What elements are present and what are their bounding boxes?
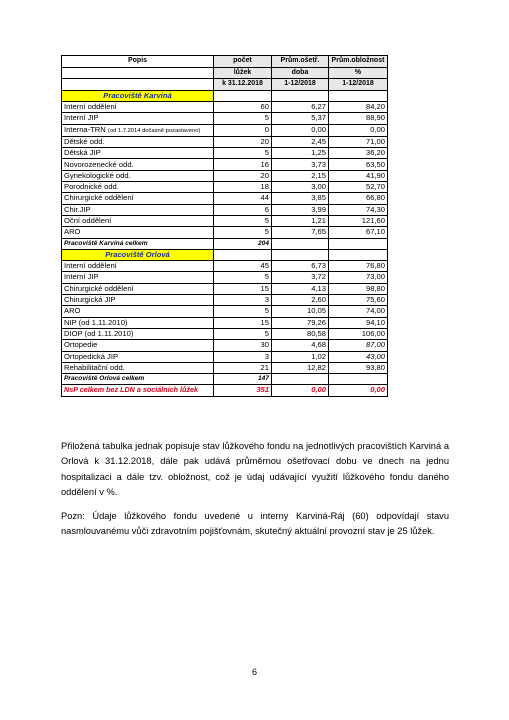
beds-value: 30 — [214, 340, 272, 351]
beds-value: 5 — [214, 113, 272, 124]
header-popis: Popis — [62, 56, 214, 68]
stay-value: 2,45 — [272, 136, 329, 147]
total-occupancy: 0,00 — [329, 385, 388, 396]
stay-value: 0,00 — [272, 124, 329, 136]
dept-name: Interní oddělení — [62, 102, 214, 113]
occupancy-value: 106,00 — [329, 328, 388, 339]
header-occupancy: Prům.obložnost — [329, 56, 388, 68]
dept-name: NIP (od 1.11.2010) — [62, 317, 214, 328]
stay-value: 80,58 — [272, 328, 329, 339]
table-row — [62, 272, 388, 283]
beds-value: 60 — [214, 102, 272, 113]
total-label: NsP celkem bez LDN a sociálních lůžek — [62, 385, 214, 396]
header-stay: 1-12/2018 — [272, 79, 329, 91]
dept-name: Chirurgická JIP — [62, 295, 214, 306]
header-beds: počet — [214, 56, 272, 68]
beds-value: 5 — [214, 215, 272, 226]
stay-value: 7,65 — [272, 227, 329, 238]
dept-name: Dětská JIP — [62, 148, 214, 159]
header-beds: lůžek — [214, 67, 272, 79]
subtotal-row-karvina — [62, 238, 388, 249]
page-number: 6 — [251, 667, 257, 677]
dept-name: Oční oddělení — [62, 215, 214, 226]
stay-value: 79,26 — [272, 317, 329, 328]
stay-value: 2,15 — [272, 170, 329, 181]
beds-value: 3 — [214, 295, 272, 306]
stay-value: 3,73 — [272, 159, 329, 170]
table-row — [62, 102, 388, 113]
table-row — [62, 227, 388, 238]
table-row — [62, 182, 388, 193]
occupancy-value: 121,60 — [329, 215, 388, 226]
section-header-orlova — [62, 249, 388, 260]
table-row — [62, 340, 388, 351]
header-blank — [62, 67, 214, 79]
stay-value: 3,00 — [272, 182, 329, 193]
occupancy-value: 74,30 — [329, 204, 388, 215]
table-header-row — [62, 79, 388, 91]
header-occupancy: 1-12/2018 — [329, 79, 388, 91]
occupancy-value: 67,10 — [329, 227, 388, 238]
stay-value: 4,68 — [272, 340, 329, 351]
occupancy-value: 0,00 — [329, 124, 388, 136]
beds-value: 0 — [214, 124, 272, 136]
dept-name: DIOP (od 1.11.2010) — [62, 328, 214, 339]
stay-value: 3,85 — [272, 193, 329, 204]
section-title: Pracoviště Karviná — [62, 90, 214, 101]
stay-value: 4,13 — [272, 283, 329, 294]
total-stay: 0,00 — [272, 385, 329, 396]
note-paragraph: Pozn: Údaje lůžkového fondu uvedené u interny Karviná-Ráj (60) odpovídají stavu nasmlouvanému vůči zdravotním pojišťovnám, skutečný aktuální provozní stav je 25 lůžek. — [61, 511, 449, 537]
occupancy-value: 93,80 — [329, 362, 388, 373]
dept-name: Dětské odd. — [62, 136, 214, 147]
table-row — [62, 317, 388, 328]
stay-value: 5,37 — [272, 113, 329, 124]
beds-value: 5 — [214, 328, 272, 339]
beds-value: 20 — [214, 170, 272, 181]
beds-value: 21 — [214, 362, 272, 373]
table-row — [62, 215, 388, 226]
dept-name: Chirurgické oddělení — [62, 283, 214, 294]
subtotal-label: Pracoviště Karviná celkem — [62, 238, 214, 249]
table-row — [62, 204, 388, 215]
table-row — [62, 351, 388, 362]
occupancy-value: 52,70 — [329, 182, 388, 193]
stay-value: 6,27 — [272, 102, 329, 113]
stay-value: 10,05 — [272, 306, 329, 317]
stay-value: 2,60 — [272, 295, 329, 306]
occupancy-value: 43,00 — [329, 351, 388, 362]
table-row — [62, 193, 388, 204]
occupancy-value: 63,50 — [329, 159, 388, 170]
dept-name: Chir.JIP — [62, 204, 214, 215]
description-paragraph: Přiložená tabulka jednak popisuje stav lůžkového fondu na jednotlivých pracovištích Karviná a Orlová k 31.12.2018, dále pak udává průměrnou ošetřovací dobu ve dnech na jednu hospitalizaci a dále tzv. obložnost, což je údaj udávající využití lůžkového fondu daného oddělení v %. — [61, 441, 449, 498]
section-title: Pracoviště Orlová — [62, 249, 214, 260]
beds-value: 45 — [214, 261, 272, 272]
section-header-karvina — [62, 90, 388, 101]
table-row — [62, 261, 388, 272]
table-row — [62, 362, 388, 373]
beds-value: 20 — [214, 136, 272, 147]
occupancy-value: 94,10 — [329, 317, 388, 328]
dept-name: Novorozenecké odd. — [62, 159, 214, 170]
occupancy-value: 74,00 — [329, 306, 388, 317]
table-row — [62, 159, 388, 170]
dept-name: ARO — [62, 227, 214, 238]
table-row — [62, 283, 388, 294]
dept-name: Interní JIP — [62, 113, 214, 124]
beds-value: 5 — [214, 227, 272, 238]
stay-value: 6,73 — [272, 261, 329, 272]
beds-value: 18 — [214, 182, 272, 193]
table-row — [62, 113, 388, 124]
header-blank — [62, 79, 214, 91]
table-row — [62, 124, 388, 136]
occupancy-value: 36,20 — [329, 148, 388, 159]
table-row — [62, 136, 388, 147]
dept-name: Porodnické odd. — [62, 182, 214, 193]
occupancy-value: 87,00 — [329, 340, 388, 351]
header-stay: Prům.ošetř. — [272, 56, 329, 68]
dept-name: Ortopedie — [62, 340, 214, 351]
subtotal-beds: 204 — [214, 238, 272, 249]
occupancy-value: 88,90 — [329, 113, 388, 124]
dept-name: Rehabilitační odd. — [62, 362, 214, 373]
table-header-row — [62, 67, 388, 79]
table-row — [62, 170, 388, 181]
stay-value: 1,25 — [272, 148, 329, 159]
stay-value: 1,21 — [272, 215, 329, 226]
subtotal-label: Pracoviště Orlová celkem — [62, 374, 214, 385]
beds-value: 5 — [214, 148, 272, 159]
beds-value: 3 — [214, 351, 272, 362]
dept-note: (od 1.7.2014 dočasně pozastaveno) — [107, 127, 201, 134]
subtotal-row-orlova — [62, 374, 388, 385]
beds-value: 5 — [214, 306, 272, 317]
occupancy-value: 98,80 — [329, 283, 388, 294]
occupancy-value: 84,20 — [329, 102, 388, 113]
stay-value: 12,82 — [272, 362, 329, 373]
bed-fund-table — [61, 55, 388, 397]
dept-name — [62, 124, 214, 136]
total-beds: 351 — [214, 385, 272, 396]
table-row — [62, 306, 388, 317]
occupancy-value: 71,00 — [329, 136, 388, 147]
subtotal-beds: 147 — [214, 374, 272, 385]
table-row — [62, 295, 388, 306]
dept-name: Interní oddělení — [62, 261, 214, 272]
table-row — [62, 328, 388, 339]
occupancy-value: 73,00 — [329, 272, 388, 283]
dept-name-main: Interna-TRN — [64, 124, 106, 134]
beds-value: 6 — [214, 204, 272, 215]
beds-value: 15 — [214, 283, 272, 294]
beds-value: 16 — [214, 159, 272, 170]
occupancy-value: 75,60 — [329, 295, 388, 306]
beds-value: 44 — [214, 193, 272, 204]
occupancy-value: 41,90 — [329, 170, 388, 181]
stay-value: 3,99 — [272, 204, 329, 215]
table-row — [62, 148, 388, 159]
beds-value: 15 — [214, 317, 272, 328]
header-beds: k 31.12.2018 — [214, 79, 272, 91]
dept-name: Interní JIP — [62, 272, 214, 283]
occupancy-value: 66,80 — [329, 193, 388, 204]
table-header-row — [62, 56, 388, 68]
stay-value: 3,72 — [272, 272, 329, 283]
dept-name: Ortopedická JIP — [62, 351, 214, 362]
dept-name: Gynekologické odd. — [62, 170, 214, 181]
occupancy-value: 76,80 — [329, 261, 388, 272]
stay-value: 1,02 — [272, 351, 329, 362]
dept-name: Chirurgické oddělení — [62, 193, 214, 204]
beds-value: 5 — [214, 272, 272, 283]
header-stay: doba — [272, 67, 329, 79]
header-occupancy: % — [329, 67, 388, 79]
grand-total-row — [62, 385, 388, 396]
dept-name: ARO — [62, 306, 214, 317]
